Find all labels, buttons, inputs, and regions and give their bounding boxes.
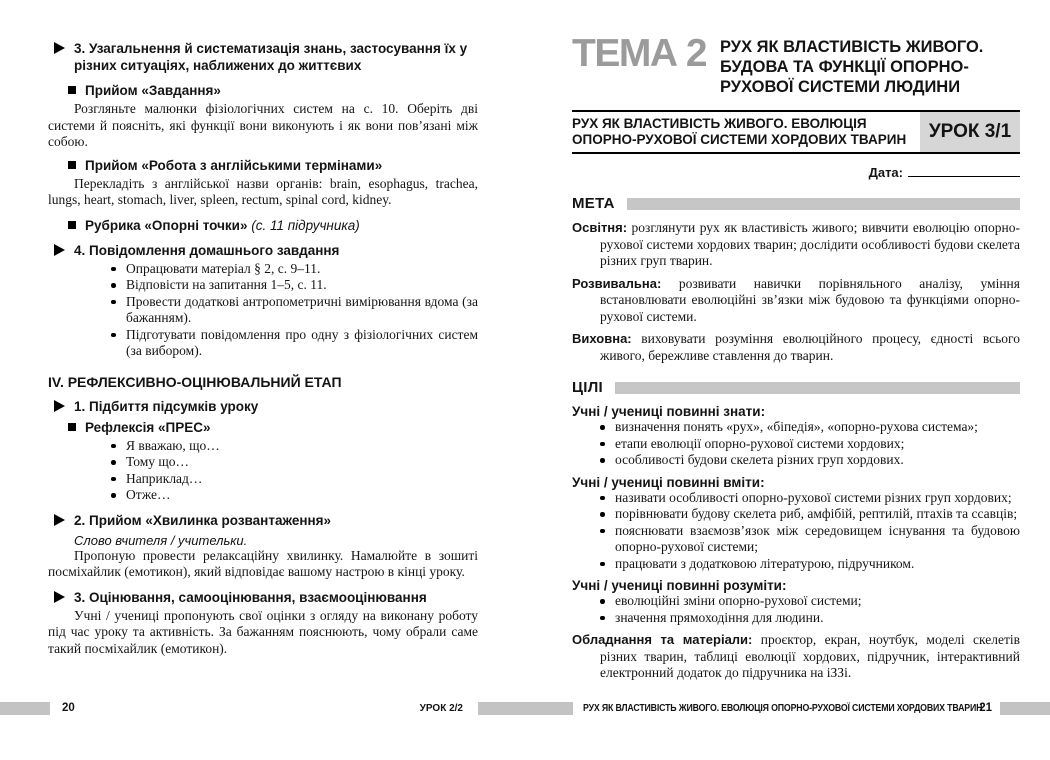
list-item (600, 506, 1020, 523)
goal-educational (572, 220, 1020, 270)
equipment-label: Обладнання та матеріали: (572, 632, 753, 647)
stage-heading-4: IV. РЕФЛЕКСИВНО-ОЦІНЮВАЛЬНИЙ ЕТАП (48, 373, 342, 390)
list-item-text: Отже… (126, 487, 171, 502)
list-item (110, 438, 478, 455)
tsili-heading-row (572, 379, 1020, 396)
list-item-text: Я вважаю, що… (126, 437, 220, 453)
arrow-marker-icon (54, 400, 65, 412)
group-know-list (572, 419, 1020, 469)
list-item-text: Опрацювати матеріал § 2, с. 9–11. (126, 260, 321, 276)
goal-upbringing (572, 331, 1020, 364)
bullet-dot-icon (111, 300, 116, 305)
list-item (110, 471, 478, 488)
list-item (110, 454, 478, 471)
footer-lesson-label: УРОК 2/2 (419, 703, 463, 714)
equipment-paragraph (572, 632, 1020, 682)
reflection-heading-label: Рефлексія «ПРЕС» (85, 419, 211, 435)
footer-left (0, 702, 525, 716)
press-list (48, 438, 478, 504)
bullet-dot-icon (600, 512, 605, 517)
meta-heading-bar (627, 198, 1020, 210)
group-able-label: Учні / учениці повинні вміти: (572, 474, 765, 490)
goal-developmental (572, 276, 1020, 326)
footer-right (525, 702, 1050, 716)
bullet-dot-icon (111, 460, 116, 465)
paragraph-english-terms: Перекладіть з англійської назви органів: brain, esophagus, trachea, lungs, heart, stomach, liver, spleen, rectum, spinal cord, kidney. (48, 175, 478, 207)
bullet-dot-icon (600, 496, 605, 501)
arrow-marker-icon (54, 591, 65, 603)
arrow-marker-icon (54, 514, 65, 526)
section-heading-3b-label: 3. Оцінювання, самооцінювання, взаємооцінювання (74, 589, 427, 605)
list-item-text: Тому що… (126, 454, 190, 469)
goal-developmental-text: розвивати навички порівняльного аналізу, уміння встановлювати еволюційні зв’язки між будовою та функціями опорно-рухової системи. (600, 275, 1020, 324)
bullet-dot-icon (111, 283, 116, 288)
list-item-text: пояснювати взаємозв’язок між середовищем існування та будовою опорно-рухової системи; (615, 522, 1020, 554)
date-label: Дата: (868, 165, 903, 180)
footer-title: РУХ ЯК ВЛАСТИВІСТЬ ЖИВОГО. ЕВОЛЮЦІЯ ОПОРНО-РУХОВОЇ СИСТЕМИ ХОРДОВИХ ТВАРИН (583, 703, 983, 714)
list-item-text: Провести додаткові антропометричні вимірювання вдома (за бажанням). (126, 293, 478, 325)
page-number: 21 (979, 702, 992, 714)
rubric-title: Рубрика «Опорні точки» (85, 217, 248, 233)
bullet-dot-icon (600, 529, 605, 534)
method-heading-zavdannia-label: Прийом «Завдання» (85, 83, 221, 98)
list-item (110, 261, 478, 278)
equipment-text: проєктор, екран, ноутбук, моделі скелетів різних тварин, таблиці еволюції хордових, підручник, інтерактивний електронний додаток до підручника на іЗЗі. (600, 632, 1021, 680)
section-heading-3-label: 3. Узагальнення й систематизація знань, застосування їх у різних ситуаціях, наближених до життєвих (74, 41, 468, 73)
group-understand-label: Учні / учениці повинні розуміти: (572, 578, 787, 593)
footer-bar-right (1000, 702, 1050, 715)
list-item-text: визначення понять «рух», «біпедія», «опорно-рухова система»; (615, 419, 978, 434)
section-heading-1-label: 1. Підбиття підсумків уроку (74, 398, 259, 414)
list-item (600, 610, 1020, 627)
goal-upbringing-label: Виховна: (572, 331, 632, 346)
tsili-heading-bar (615, 382, 1020, 394)
tema-header (572, 32, 1020, 97)
group-able-list (572, 490, 1020, 573)
list-item-text: значення прямоходіння для людини. (615, 609, 824, 625)
list-item-text: Відповісти на запитання 1–5, с. 11. (126, 277, 327, 292)
bullet-dot-icon (111, 333, 116, 338)
arrow-marker-icon (54, 244, 65, 256)
list-item (600, 593, 1020, 610)
goal-developmental-label: Розвивальна: (572, 275, 662, 291)
arrow-marker-icon (54, 42, 65, 54)
list-item (600, 556, 1020, 573)
goal-educational-text: розглянути рух як властивість живого; вивчити еволюцію опорно-рухової системи хордових тварин; дослідити особливості будови скелета різних груп тварин. (600, 220, 1020, 268)
tema-number-label: ТЕМА 2 (572, 32, 707, 75)
list-item-text: еволюційні зміни опорно-рухової системи; (615, 593, 862, 608)
square-marker-icon (68, 161, 76, 169)
section-heading-1 (48, 398, 478, 415)
group-know-label: Учні / учениці повинні знати: (572, 404, 766, 419)
page-right (525, 0, 1050, 760)
bullet-dot-icon (600, 442, 605, 447)
bullet-dot-icon (600, 458, 605, 463)
group-understand-list (572, 593, 1020, 626)
list-item (110, 487, 478, 504)
bullet-dot-icon (111, 477, 116, 482)
bullet-dot-icon (111, 267, 116, 272)
paragraph-relaxation: Пропоную провести релаксаційну хвилинку. Намалюйте в зошиті посміхайлик (емотикон), який відповідає вашому настрою в кінці уроку. (48, 547, 478, 579)
list-item (110, 277, 478, 294)
goal-educational-label: Освітня: (572, 220, 628, 235)
meta-heading-row (572, 195, 1020, 212)
list-item (600, 436, 1020, 453)
goal-upbringing-text: виховувати розуміння еволюційного процесу, єдності всього живого, бережливе ставлення до тварин. (600, 331, 1020, 363)
date-row (572, 165, 1020, 180)
square-marker-icon (68, 86, 76, 94)
method-heading-english-label: Прийом «Робота з англійськими термінами» (85, 157, 383, 173)
list-item-text: етапи еволюції опорно-рухової системи хордових; (615, 435, 905, 451)
list-item (600, 419, 1020, 436)
paragraph-systems-task: Розгляньте малюнки фізіологічних систем на с. 10. Оберіть дві системи й поясніть, які функції вони виконують і як вони пов’язані між собою. (48, 101, 478, 149)
list-item (110, 327, 478, 360)
section-heading-4-label: 4. Повідомлення домашнього завдання (74, 242, 340, 258)
list-item (600, 452, 1020, 469)
footer-bar-left (525, 702, 573, 715)
section-heading-2-label: 2. Прийом «Хвилинка розвантаження» (74, 512, 332, 528)
lesson-banner-title: РУХ ЯК ВЛАСТИВІСТЬ ЖИВОГО. ЕВОЛЮЦІЯ ОПОРНО-РУХОВОЇ СИСТЕМИ ХОРДОВИХ ТВАРИН (572, 115, 907, 147)
bullet-dot-icon (600, 562, 605, 567)
paragraph-assessment: Учні / учениці пропонують свої оцінки з огляду на виконану роботу під час уроку та активність. За бажанням пояснюють, чому обрали саме такий посміхайлик (емотикон). (48, 607, 478, 656)
section-heading-3 (48, 40, 478, 74)
tsili-heading-label: ЦІЛІ (572, 379, 604, 396)
list-item-text: Наприклад… (126, 470, 203, 486)
list-item-text: називати особливості опорно-рухової системи різних груп хордових; (615, 489, 1012, 505)
lesson-number-box: УРОК 3/1 (920, 112, 1020, 152)
square-marker-icon (68, 423, 76, 431)
meta-heading-label: МЕТА (572, 195, 615, 212)
date-blank-line (908, 167, 1020, 177)
reflection-heading (48, 419, 478, 436)
tema-title: РУХ ЯК ВЛАСТИВІСТЬ ЖИВОГО. БУДОВА ТА ФУНКЦІЇ ОПОРНО-РУХОВОЇ СИСТЕМИ ЛЮДИНИ (720, 38, 984, 96)
list-item-text: Підготувати повідомлення про одну з фізіологічних систем (за вибором). (126, 326, 478, 358)
section-heading-2 (48, 512, 478, 529)
rubric-heading-label (85, 217, 360, 234)
list-item (600, 490, 1020, 507)
page-number: 20 (62, 702, 75, 714)
lesson-banner (572, 110, 1020, 154)
square-marker-icon (68, 221, 76, 229)
bullet-dot-icon (111, 444, 116, 449)
bullet-dot-icon (111, 493, 116, 498)
rubric-note: (с. 11 підручника) (251, 217, 360, 233)
section-heading-3b (48, 589, 478, 606)
rubric-heading (48, 217, 478, 234)
teacher-word-line: Слово вчителя / учительки. (74, 532, 248, 548)
section-heading-4 (48, 242, 478, 259)
bullet-dot-icon (600, 425, 605, 430)
footer-bar-right (478, 702, 525, 715)
method-heading-zavdannia (48, 82, 478, 99)
bullet-dot-icon (600, 616, 605, 621)
list-item (110, 294, 478, 327)
list-item-text: особливості будови скелета різних груп хордових. (615, 452, 904, 467)
homework-list (48, 261, 478, 360)
list-item (600, 523, 1020, 556)
footer-bar-left (0, 702, 50, 715)
list-item-text: порівнювати будову скелета риб, амфібій, рептилій, птахів та ссавців; (615, 506, 1018, 521)
bullet-dot-icon (600, 599, 605, 604)
list-item-text: працювати з додатковою літературою, підручником. (615, 555, 915, 571)
method-heading-english (48, 157, 478, 174)
